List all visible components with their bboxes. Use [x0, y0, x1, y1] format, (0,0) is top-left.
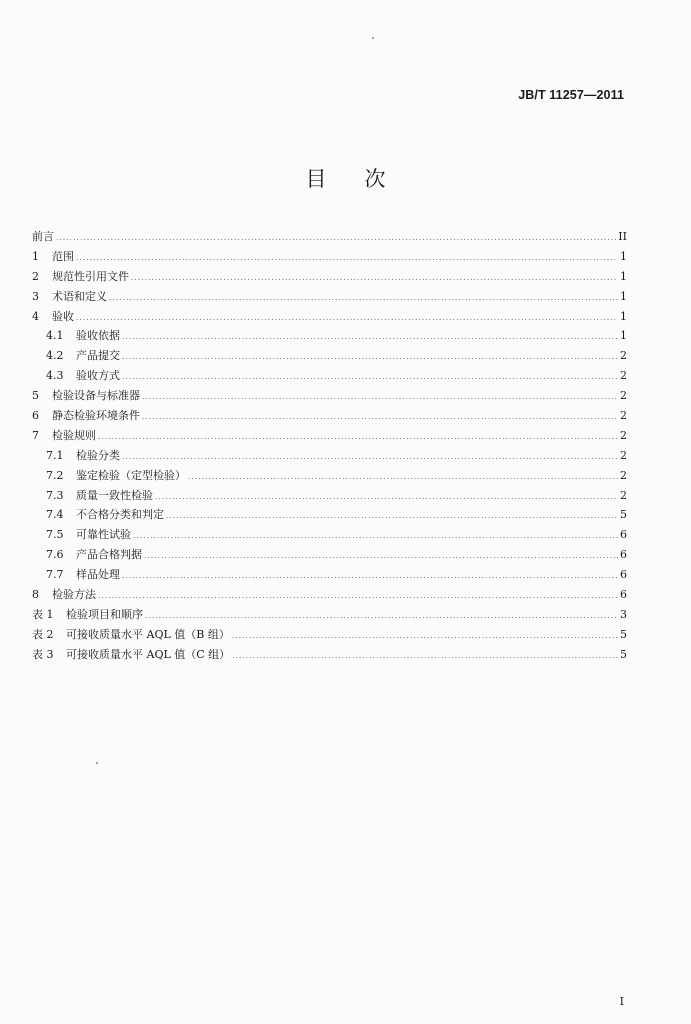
toc-entry-label: 验收 — [52, 309, 74, 323]
toc-entry-label: 术语和定义 — [52, 289, 107, 303]
toc-entry-number: 7.1 — [46, 448, 64, 462]
toc-entry-page: 1 — [620, 329, 627, 343]
toc-entry-label: 前言 — [32, 230, 54, 243]
toc-entry-page: 5 — [620, 647, 627, 661]
toc-entry-label: 检验设备与标准器 — [52, 389, 140, 403]
toc-entry[interactable] — [32, 346, 627, 366]
toc-dot-leader — [142, 388, 618, 408]
toc-entry-page: 2 — [620, 409, 627, 423]
toc-entry-number: 表 3 — [32, 647, 54, 661]
standard-number: JB/T 11257—2011 — [518, 88, 624, 102]
toc-entry-label: 检验项目和顺序 — [66, 607, 143, 621]
toc-entry-number: 6 — [32, 409, 39, 423]
toc-entry-page: 1 — [620, 269, 627, 283]
toc-dot-leader — [131, 269, 618, 289]
toc-entry-label: 静态检验环境条件 — [52, 409, 140, 423]
toc-dot-leader — [76, 249, 618, 269]
toc-entry-number: 7.7 — [46, 568, 64, 582]
toc-entry-page: 6 — [620, 588, 627, 602]
toc-entry-number: 4.2 — [46, 349, 64, 363]
toc-entry-label: 产品提交 — [76, 349, 120, 363]
toc-entry[interactable] — [32, 406, 627, 426]
toc-entry-label: 验收方式 — [76, 369, 120, 383]
toc-entry-page: 2 — [620, 349, 627, 363]
toc-entry-label: 可靠性试验 — [76, 528, 131, 542]
toc-dot-leader — [133, 527, 618, 547]
toc-entry-page: 2 — [620, 369, 627, 383]
toc-dot-leader — [155, 488, 618, 508]
toc-entry[interactable] — [32, 426, 627, 446]
toc-entry[interactable] — [32, 565, 627, 585]
toc-entry-page: 3 — [620, 607, 627, 621]
toc-entry-number: 7.4 — [46, 508, 64, 522]
toc-entry-label: 样品处理 — [76, 568, 120, 582]
toc-entry-page: 5 — [620, 627, 627, 641]
toc-entry-page: 5 — [620, 508, 627, 522]
toc-entry-number: 5 — [32, 389, 39, 403]
toc-entry-number: 7.2 — [46, 468, 64, 482]
toc-entry-page: 2 — [620, 428, 627, 442]
toc-entry-label: 验收依据 — [76, 329, 120, 343]
toc-entry-label: 规范性引用文件 — [52, 269, 129, 283]
toc-entry-number: 4 — [32, 309, 39, 323]
toc-entry[interactable] — [32, 386, 627, 406]
toc-entry-label: 质量一致性检验 — [76, 488, 153, 502]
toc-entry[interactable] — [32, 545, 627, 565]
toc-entry-number: 4.3 — [46, 369, 64, 383]
toc-entry-label: 范围 — [52, 249, 74, 263]
toc-entry-number: 8 — [32, 588, 39, 602]
toc-dot-leader — [76, 309, 618, 329]
toc-entry-label: 可接收质量水平 AQL 值（B 组） — [66, 627, 230, 641]
toc-dot-leader — [166, 507, 618, 527]
toc-entry[interactable] — [32, 287, 627, 307]
toc-entry-label: 鉴定检验（定型检验） — [76, 468, 186, 482]
toc-entry[interactable] — [32, 326, 627, 346]
toc-entry-label: 可接收质量水平 AQL 值（C 组） — [66, 647, 231, 661]
toc-entry-number: 4.1 — [46, 329, 64, 343]
toc-entry-label: 不合格分类和判定 — [76, 508, 164, 522]
toc-entry[interactable] — [32, 605, 627, 625]
toc-entry[interactable] — [32, 625, 627, 645]
toc-entry-page: 6 — [620, 568, 627, 582]
toc-entry-page: 6 — [620, 548, 627, 562]
toc-dot-leader — [142, 408, 618, 428]
toc-entry-number: 2 — [32, 269, 39, 283]
toc-dot-leader — [232, 647, 618, 667]
toc-entry[interactable] — [32, 505, 627, 525]
toc-entry[interactable] — [32, 267, 627, 287]
toc-entry-number: 3 — [32, 289, 39, 303]
toc-entry-page: 1 — [620, 249, 627, 263]
toc-entry-label: 检验方法 — [52, 588, 96, 602]
toc-dot-leader — [122, 567, 618, 587]
toc-dot-leader — [98, 428, 618, 448]
scan-speck — [96, 762, 98, 764]
toc-entry-number: 7.3 — [46, 488, 64, 502]
toc-dot-leader — [56, 229, 616, 249]
toc-entry-label: 检验规则 — [52, 428, 96, 442]
toc-entry-number: 表 1 — [32, 607, 54, 621]
toc-entry-number: 7.6 — [46, 548, 64, 562]
toc-dot-leader — [122, 368, 618, 388]
table-of-contents — [32, 227, 627, 665]
scan-speck — [372, 37, 374, 39]
toc-dot-leader — [122, 448, 618, 468]
toc-entry-page: 6 — [620, 528, 627, 542]
toc-entry[interactable] — [32, 645, 627, 665]
toc-entry-page: 2 — [620, 488, 627, 502]
toc-entry[interactable] — [32, 525, 627, 545]
toc-entry[interactable] — [32, 585, 627, 605]
toc-entry-page: 1 — [620, 289, 627, 303]
toc-entry[interactable] — [32, 227, 627, 247]
toc-entry-number: 7 — [32, 428, 39, 442]
toc-entry-page: 2 — [620, 448, 627, 462]
toc-entry-page: II — [618, 230, 627, 243]
page-number: I — [619, 995, 624, 1008]
toc-entry-number: 表 2 — [32, 627, 54, 641]
toc-entry[interactable] — [32, 366, 627, 386]
toc-dot-leader — [188, 468, 618, 488]
toc-entry-page: 2 — [620, 389, 627, 403]
toc-dot-leader — [109, 289, 618, 309]
toc-entry-number: 7.5 — [46, 528, 64, 542]
toc-dot-leader — [232, 627, 618, 647]
toc-entry[interactable] — [32, 446, 627, 466]
toc-entry-label: 检验分类 — [76, 448, 120, 462]
toc-entry[interactable] — [32, 486, 627, 506]
toc-dot-leader — [122, 348, 618, 368]
toc-entry-page: 1 — [620, 309, 627, 323]
toc-entry-page: 2 — [620, 468, 627, 482]
toc-entry[interactable] — [32, 307, 627, 327]
toc-entry[interactable] — [32, 466, 627, 486]
toc-dot-leader — [122, 328, 618, 348]
toc-dot-leader — [144, 547, 618, 567]
toc-entry-number: 1 — [32, 249, 39, 263]
toc-entry-label: 产品合格判据 — [76, 548, 142, 562]
toc-entry[interactable] — [32, 247, 627, 267]
toc-dot-leader — [98, 587, 618, 607]
page-title: 目次 — [305, 167, 424, 191]
